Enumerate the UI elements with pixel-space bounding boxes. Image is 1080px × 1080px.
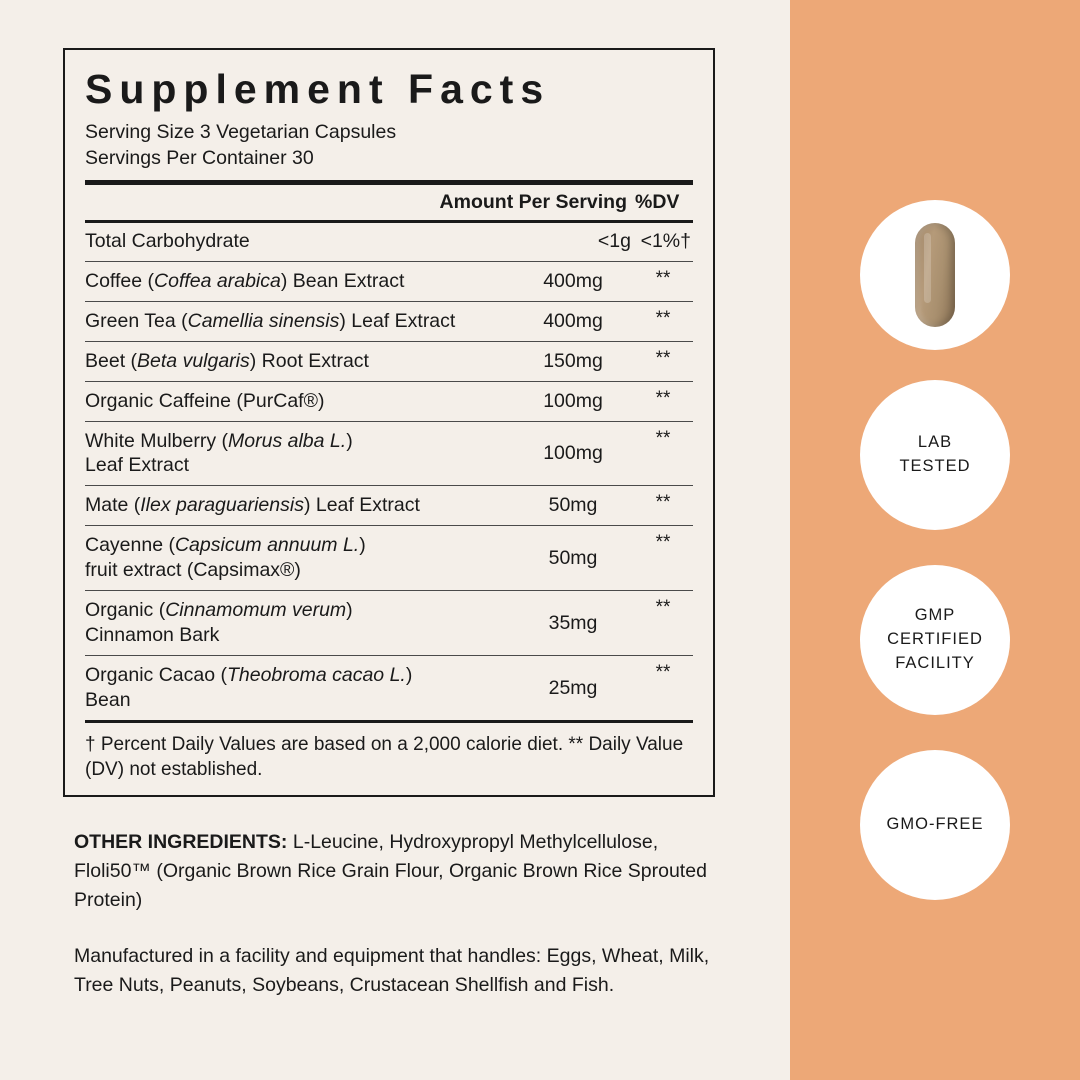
ingredient-name [85, 526, 513, 591]
table-row [85, 381, 693, 421]
ingredient-daily-value: ** [633, 591, 693, 656]
ingredient-daily-value: ** [655, 662, 671, 684]
ingredient-latin-name: Coffea arabica [154, 269, 281, 292]
other-ingredients-block [74, 828, 714, 915]
ingredient-amount: 400mg [513, 301, 633, 341]
ingredient-daily-value: <1%† [633, 223, 693, 261]
ingredient-name [85, 381, 513, 421]
nutrient-table [85, 223, 693, 720]
ingredient-name-tail: ) Bean Extract [280, 269, 405, 292]
page-title: Supplement Facts [85, 66, 551, 112]
ingredient-amount: 35mg [513, 591, 633, 656]
ingredient-daily-value: ** [633, 421, 693, 486]
ingredient-name-tail: ) Leaf Extract [339, 309, 456, 332]
ingredient-name-tail: ) Leaf Extract [303, 494, 420, 517]
ingredient-amount: 100mg [513, 381, 633, 421]
table-row [85, 223, 693, 261]
ingredient-amount: 400mg [513, 261, 633, 301]
other-ingredients-text: L-Leucine, Hydroxypropyl Methylcellulose, Floli50™ (Organic Brown Rice Grain Flour, Organic Brown Rice Sprouted Protein) [74, 831, 707, 911]
ingredient-name-tail-2: Cinnamon Bark [85, 624, 220, 647]
ingredient-name-tail: ) Root Extract [249, 349, 369, 372]
ingredient-name-tail-2: fruit extract (Capsimax®) [85, 559, 301, 582]
ingredient-name-head: Green Tea ( [85, 309, 188, 332]
ingredient-name-tail: ) [359, 534, 366, 557]
ingredient-name [85, 486, 513, 526]
ingredient-latin-name: Morus alba L. [228, 429, 347, 452]
badge-gmp-line-1: GMP [914, 606, 956, 625]
ingredient-latin-name: Ilex paraguariensis [140, 494, 304, 517]
badge-lab-tested [860, 380, 1010, 530]
allergen-statement: Manufactured in a facility and equipment that handles: Eggs, Wheat, Milk, Tree Nuts, Peanuts, Soybeans, Crustacean Shellfish and Fish. [74, 945, 710, 996]
ingredient-name [85, 341, 513, 381]
ingredient-latin-name: Camellia sinensis [187, 309, 340, 332]
ingredient-daily-value: ** [633, 301, 693, 341]
ingredient-name-tail-2: Bean [85, 689, 131, 712]
table-row [85, 656, 693, 720]
ingredient-daily-value: ** [633, 381, 693, 421]
badge-gmo-free-line-1: GMO-FREE [886, 815, 984, 834]
ingredient-amount: 100mg [513, 421, 633, 486]
ingredient-name-head: Beet ( [85, 349, 138, 372]
ingredient-daily-value: ** [633, 486, 693, 526]
badge-lab-tested-line-2: TESTED [899, 457, 971, 475]
ingredient-daily-value: ** [633, 341, 693, 381]
ingredient-amount: 50mg [513, 486, 633, 526]
ingredient-name-head: Coffee ( [85, 269, 155, 292]
table-row [85, 301, 693, 341]
ingredient-name-head: Organic Caffeine (PurCaf®) [85, 389, 325, 412]
ingredient-name-tail: ) [346, 599, 353, 622]
ingredient-amount: 25mg [548, 676, 598, 699]
ingredient-daily-value: ** [633, 526, 693, 591]
ingredient-name-head: Organic Cacao ( [85, 664, 227, 687]
table-row [85, 421, 693, 486]
ingredient-name-head: Mate ( [85, 494, 141, 517]
ingredient-amount: 150mg [513, 341, 633, 381]
servings-per-container-text: Servings Per Container 30 [85, 147, 314, 170]
ingredient-name-tail: ) [405, 664, 413, 687]
badge-gmp-line-3: FACILITY [895, 653, 975, 672]
percent-dv-label: %DV [635, 190, 680, 213]
badge-lab-tested-line-1: LAB [917, 433, 953, 452]
table-row [85, 526, 693, 591]
ingredient-latin-name: Cinnamomum verum [165, 599, 347, 622]
table-row [85, 261, 693, 301]
ingredient-name-head: Cayenne ( [85, 534, 175, 557]
badge-gmp-certified-facility [860, 565, 1010, 715]
table-row [85, 486, 693, 526]
serving-size-text: Serving Size 3 Vegetarian Capsules [85, 121, 397, 144]
ingredient-name [85, 223, 513, 261]
ingredient-name-head: Organic ( [85, 599, 166, 622]
amount-per-serving-label: Amount Per Serving [439, 190, 627, 213]
ingredient-name [85, 591, 513, 656]
supplement-facts-panel [63, 48, 715, 797]
ingredient-name-head: White Mulberry ( [85, 429, 229, 452]
table-row [85, 591, 693, 656]
table-row [85, 341, 693, 381]
ingredient-latin-name: Beta vulgaris [137, 349, 250, 372]
ingredient-daily-value: ** [633, 261, 693, 301]
ingredient-name [85, 656, 513, 720]
badge-gmo-free [860, 750, 1010, 900]
footnote-text: † Percent Daily Values are based on a 2,000 calorie diet. ** Daily Value (DV) not established. [85, 734, 684, 781]
ingredient-name [85, 301, 513, 341]
badge-gmp-line-2: CERTIFIED [887, 630, 983, 649]
label-right-column [790, 0, 1080, 1080]
ingredient-name-head: Total Carbohydrate [85, 229, 250, 252]
capsule-icon [915, 223, 955, 327]
ingredient-name [85, 261, 513, 301]
ingredient-name-tail-2: Leaf Extract [85, 454, 190, 477]
ingredient-latin-name: Theobroma cacao L. [226, 664, 406, 687]
other-ingredients-label: OTHER INGREDIENTS: [74, 831, 288, 853]
ingredient-latin-name: Capsicum annuum L. [174, 534, 360, 557]
ingredient-name [85, 421, 513, 486]
ingredient-name-tail: ) [346, 429, 353, 452]
ingredient-amount: 50mg [513, 526, 633, 591]
ingredient-amount: <1g [513, 223, 633, 261]
badge-capsule-image [860, 200, 1010, 350]
amount-header-row [85, 185, 693, 220]
